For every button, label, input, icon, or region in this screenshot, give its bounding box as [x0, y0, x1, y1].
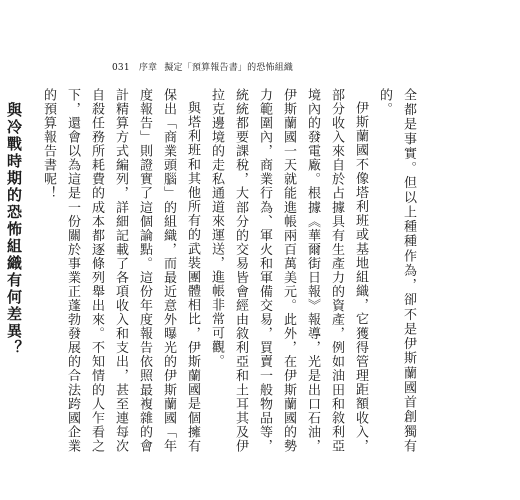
page-number: 031 [112, 63, 130, 73]
running-header [112, 62, 293, 74]
chapter-title: 擬定「預算報告書」的恐怖組織 [164, 63, 294, 73]
body-text [0, 88, 420, 453]
section-heading: 與冷戰時期的恐怖組織有何差異？ [5, 102, 23, 357]
paragraph-2: 伊斯蘭國不像塔利班或基地組織，它獲得管理距額收入，部分收入來自於占據具有生產力的資產，例如油田和敘利亞境內的發電廠。根據《華爾街日報》報導，光是出口石油，伊斯蘭國一天就能進帳兩百萬美元。此外，在伊斯蘭國的勢力範圍內，商業行為、軍火和軍備交易，買賣一般物品等，統統都要課稅，大部分的交易皆會經由敘利亞和土耳其及伊拉克邊境的走私通道來運送，進帳非常可觀。 [209, 88, 368, 453]
chapter-label: 序章 [138, 63, 158, 73]
paragraph-1: 全都是事實。但以上種種作為，卻不是伊斯蘭國首創獨有的。 [377, 88, 416, 453]
paragraph-3: 與塔利班和其他所有的武裝團體相比，伊斯蘭國是個擁有保出「商業頭腦」的組織，而最近意外曝光的伊斯蘭國「年度報告」則證實了這個論點。這份年度報告依照最複雜的會計精算方式編列，詳細記載了各項收入和支出，甚至連每次自殺任務所耗費的成本都逐條列舉出來。不知情的人乍看之下，還會以為這是一份關於事業正蓬勃發展的合法跨國企業的預算報告書呢！ [41, 88, 200, 453]
